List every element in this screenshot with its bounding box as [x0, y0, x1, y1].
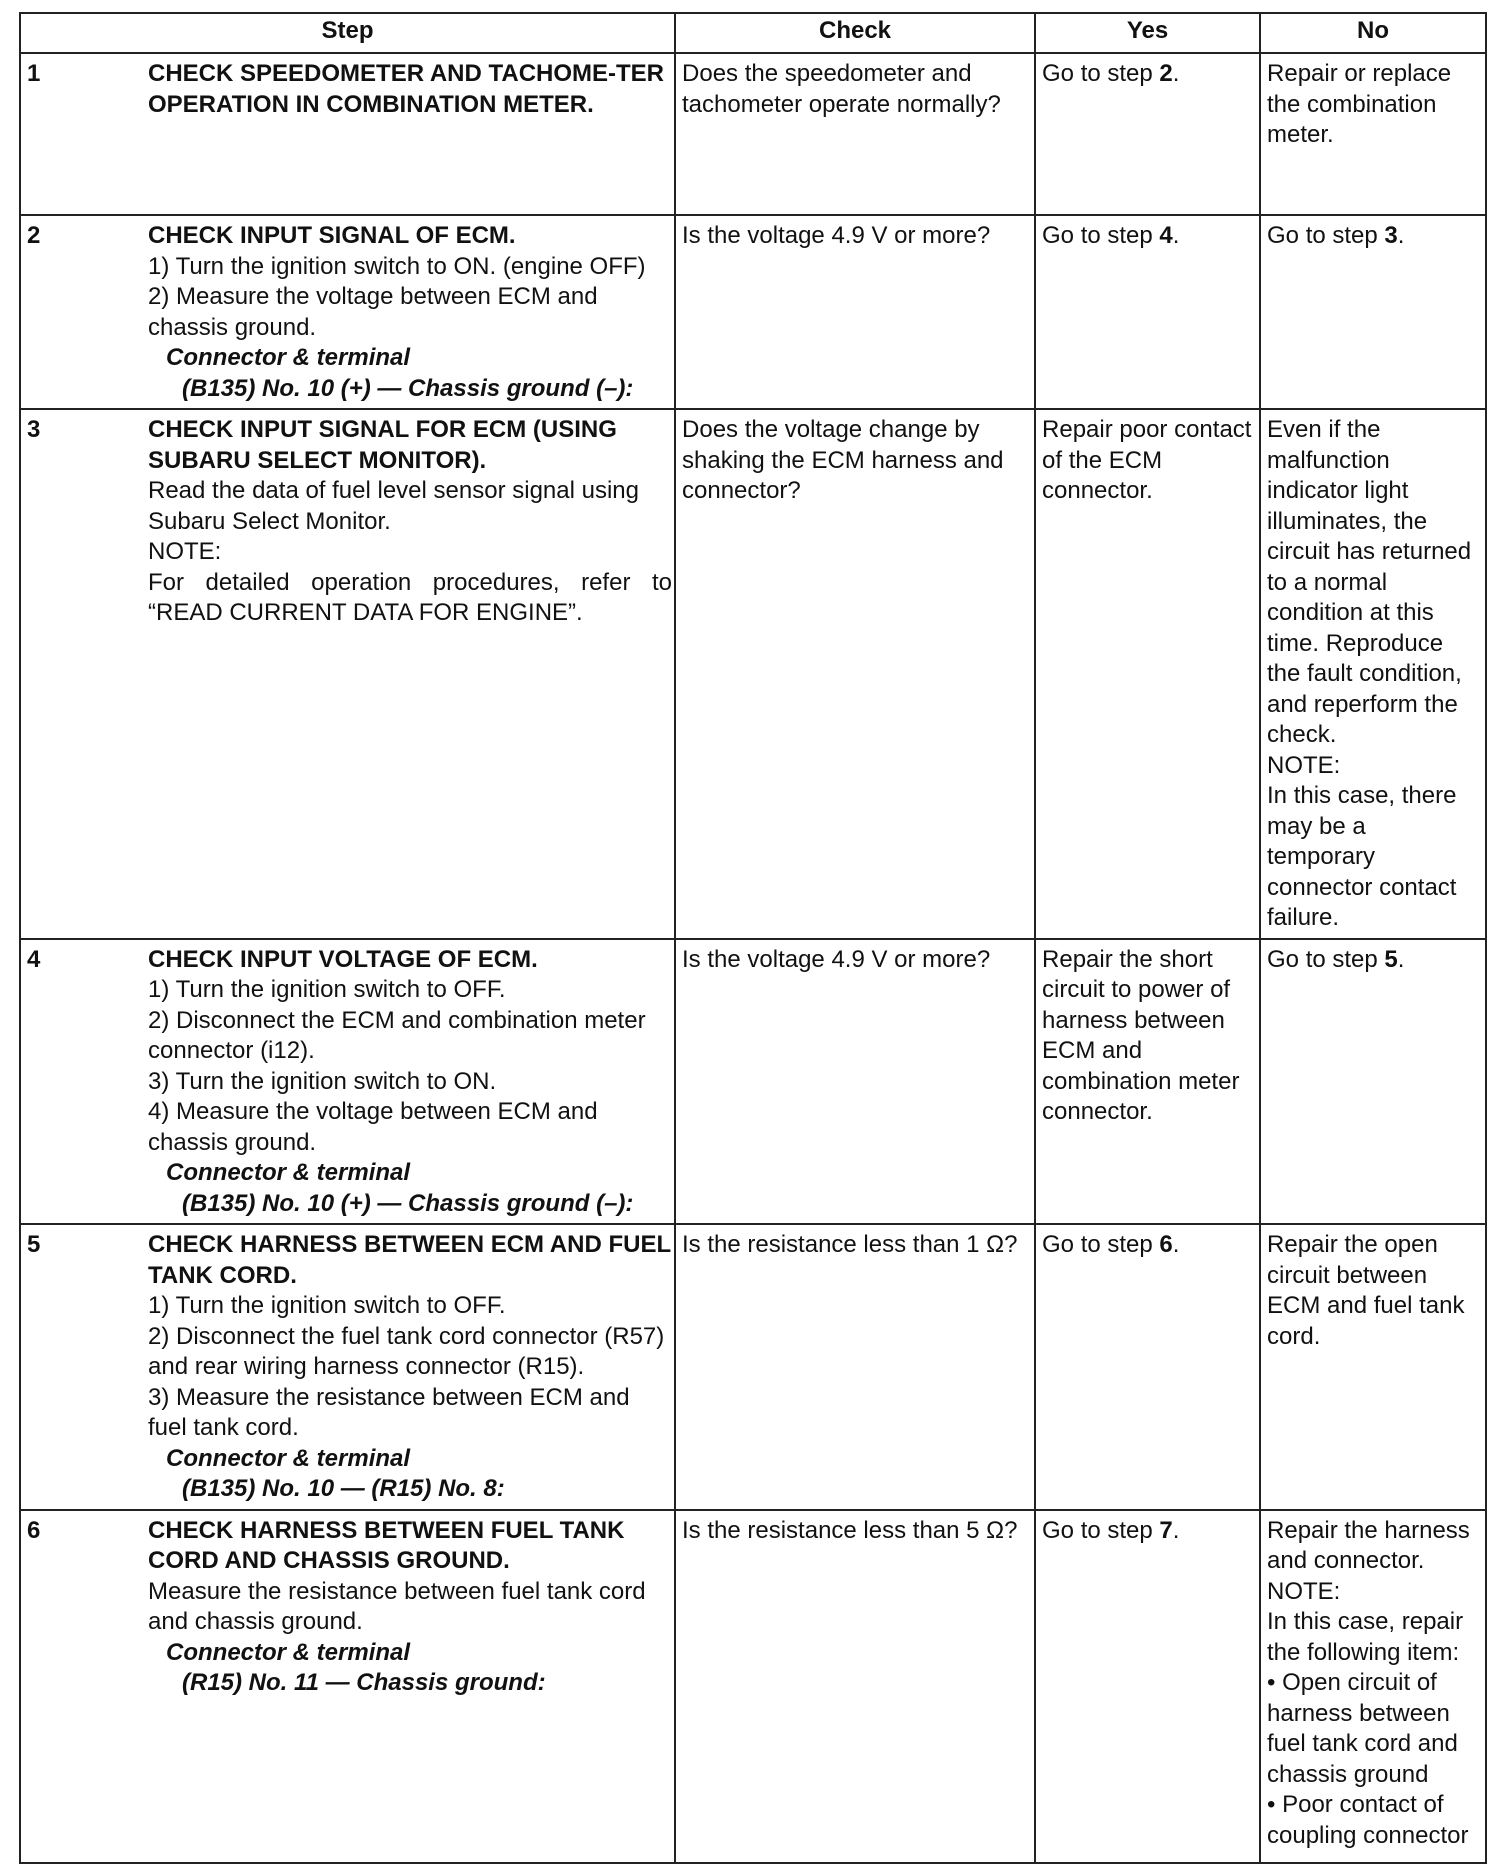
step-instruction: 4) Measure the voltage between ECM and chassis ground. [148, 1098, 598, 1156]
step-instruction: Measure the resistance between fuel tank cord and chassis ground. [148, 1577, 646, 1635]
step-title: CHECK HARNESS BETWEEN ECM AND FUEL TANK CORD. [148, 1231, 671, 1289]
step-number: 6 [20, 1510, 145, 1863]
yes-cell: Go to step 2. [1035, 53, 1260, 215]
note-text: In this case, repair the following item: [1267, 1608, 1464, 1666]
step-cell [145, 53, 675, 215]
connector-label: Connector & terminal [166, 1444, 411, 1472]
step-instruction: 2) Disconnect the fuel tank cord connector (R57) and rear wiring harness connector (R15). [148, 1322, 665, 1380]
yes-cell: Go to step 6. [1035, 1224, 1260, 1510]
note-label: NOTE: [148, 538, 222, 565]
step-instruction: 2) Measure the voltage between ECM and chassis ground. [148, 283, 598, 341]
note-text: For detailed operation procedures, refer to “READ CURRENT DATA FOR ENGINE”. [148, 568, 673, 626]
bullet-item: • Poor contact of coupling connector [1267, 1790, 1479, 1851]
header-no: No [1260, 13, 1486, 53]
step-instruction: Read the data of fuel level sensor signal using Subaru Select Monitor. [148, 477, 639, 535]
no-cell: Repair the open circuit between ECM and fuel tank cord. [1260, 1224, 1486, 1510]
table-row [20, 1224, 1486, 1510]
yes-cell: Go to step 7. [1035, 1510, 1260, 1863]
step-number: 1 [20, 53, 145, 215]
check-cell: Does the voltage change by shaking the ECM harness and connector? [675, 409, 1035, 939]
step-cell [145, 939, 675, 1225]
step-title: CHECK INPUT VOLTAGE OF ECM. [148, 945, 538, 973]
connector-label: Connector & terminal [166, 1638, 411, 1666]
step-instruction: 3) Measure the resistance between ECM and fuel tank cord. [148, 1383, 630, 1441]
step-title: CHECK INPUT SIGNAL FOR ECM (USING SUBARU SELECT MONITOR). [148, 416, 617, 474]
yes-cell: Go to step 4. [1035, 215, 1260, 409]
connector-value: (B135) No. 10 (+) — Chassis ground (–): [182, 1189, 634, 1217]
step-cell [145, 1510, 675, 1863]
step-cell [145, 215, 675, 409]
note-label: NOTE: [1267, 751, 1341, 779]
no-cell: Go to step 3. [1260, 215, 1486, 409]
connector-label: Connector & terminal [166, 344, 411, 371]
step-title: CHECK INPUT SIGNAL OF ECM. [148, 222, 516, 249]
yes-cell: Repair the short circuit to power of harness between ECM and combination meter connector. [1035, 939, 1260, 1225]
step-number: 3 [20, 409, 145, 939]
step-cell [145, 409, 675, 939]
bullet-item: • Open circuit of harness between fuel tank cord and chassis ground [1267, 1668, 1479, 1790]
table-row [20, 939, 1486, 1225]
check-cell: Is the resistance less than 1 Ω? [675, 1224, 1035, 1510]
diagnostic-table [19, 12, 1487, 1864]
table-row [20, 53, 1486, 215]
step-title: CHECK SPEEDOMETER AND TACHOME-TER OPERATION IN COMBINATION METER. [148, 60, 665, 118]
check-cell: Does the speedometer and tachometer operate normally? [675, 53, 1035, 215]
check-cell: Is the resistance less than 5 Ω? [675, 1510, 1035, 1863]
step-instruction: 2) Disconnect the ECM and combination meter connector (i12). [148, 1006, 646, 1064]
step-number: 2 [20, 215, 145, 409]
table-row [20, 409, 1486, 939]
no-cell: Go to step 5. [1260, 939, 1486, 1225]
header-yes: Yes [1035, 13, 1260, 53]
step-title: CHECK HARNESS BETWEEN FUEL TANK CORD AND CHASSIS GROUND. [148, 1516, 625, 1574]
step-instruction: 1) Turn the ignition switch to OFF. [148, 1292, 506, 1319]
no-text: Repair the harness and connector. [1267, 1516, 1470, 1574]
no-cell [1260, 409, 1486, 939]
no-cell [1260, 1510, 1486, 1863]
note-label: NOTE: [1267, 1577, 1341, 1605]
header-step: Step [20, 13, 675, 53]
header-check: Check [675, 13, 1035, 53]
table-row [20, 215, 1486, 409]
connector-value: (B135) No. 10 — (R15) No. 8: [182, 1475, 505, 1502]
connector-value: (B135) No. 10 (+) — Chassis ground (–): [182, 374, 634, 402]
step-instruction: 3) Turn the ignition switch to ON. [148, 1067, 497, 1095]
yes-cell: Repair poor contact of the ECM connector. [1035, 409, 1260, 939]
no-text: Even if the malfunction indicator light illuminates, the circuit has returned to a normal condition at this time. Reproduce the fault condition, and reperform the check. [1267, 416, 1472, 748]
step-cell [145, 1224, 675, 1510]
step-number: 5 [20, 1224, 145, 1510]
step-number: 4 [20, 939, 145, 1225]
check-cell: Is the voltage 4.9 V or more? [675, 939, 1035, 1225]
check-cell: Is the voltage 4.9 V or more? [675, 215, 1035, 409]
note-text: In this case, there may be a temporary connector contact failure. [1267, 782, 1457, 931]
table-row [20, 1510, 1486, 1863]
no-cell: Repair or replace the combination meter. [1260, 53, 1486, 215]
connector-label: Connector & terminal [166, 1159, 411, 1186]
step-instruction: 1) Turn the ignition switch to ON. (engine OFF) [148, 252, 646, 280]
connector-value: (R15) No. 11 — Chassis ground: [182, 1669, 546, 1696]
table-header-row [20, 13, 1486, 53]
step-instruction: 1) Turn the ignition switch to OFF. [148, 976, 506, 1003]
